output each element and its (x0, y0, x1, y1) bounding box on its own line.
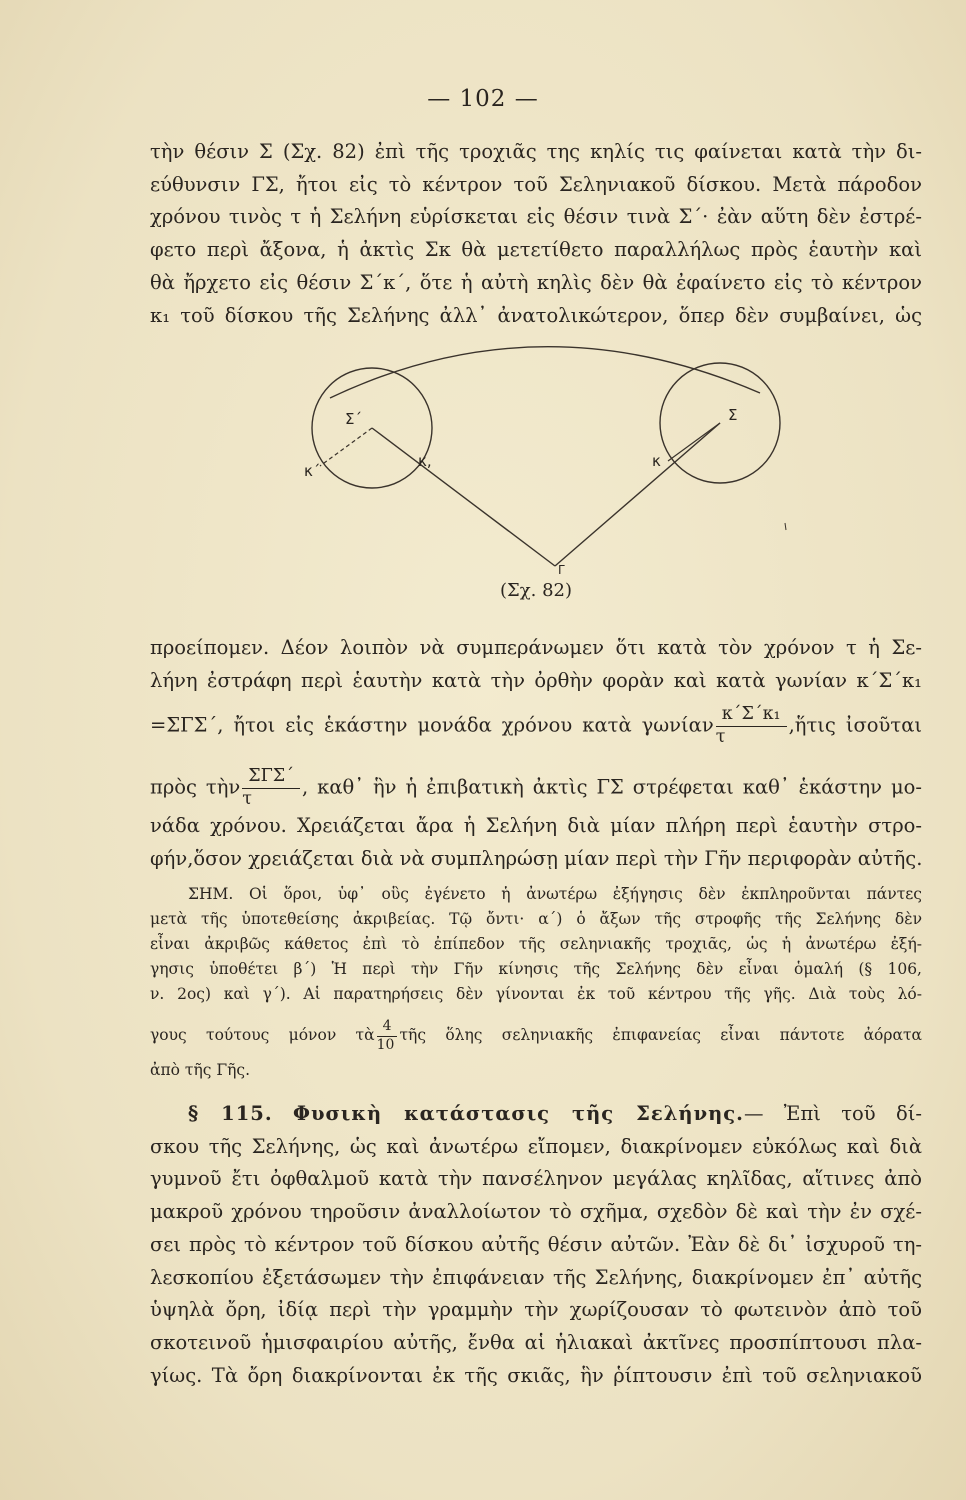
section-number: § 115. (188, 1102, 273, 1125)
text-line: σκοτεινοῦ ἡμισφαιρίου αὐτῆς, ἔνθα αἱ ἡλιακαὶ ἀκτῖνες προσπίπτουσι πλα- (150, 1330, 922, 1354)
note-fraction-line (150, 1015, 922, 1055)
text-segment: πρὸς τὴν (150, 775, 241, 799)
tick-mark (785, 523, 786, 530)
ray-G-S (555, 423, 720, 566)
note-line: γησις ὑποθέτει β΄) Ἡ περὶ τὴν Γῆν κίνησις τῆς Σελήνης δὲν εἶναι ὁμαλή (§ 106, (150, 960, 922, 978)
text-line: γίως. Τὰ ὄρη διακρίνονται ἐκ τῆς σκιᾶς, ἣν ῥίπτουσιν ἐπὶ τοῦ σεληνιακοῦ (150, 1363, 922, 1387)
note-line: ΣΗΜ. Οἱ ὅροι, ὑφ᾽ οὓς ἐγένετο ἡ ἀνωτέρω ἐξήγησις δὲν ἐκπληροῦνται πάντες (188, 885, 922, 903)
fraction-SGS-per-time (242, 768, 300, 808)
text-line: φετο περὶ ἄξονα, ἡ ἀκτὶς Σκ θὰ μετετίθετο παραλλήλως πρὸς ἑαυτὴν καὶ (150, 238, 922, 262)
note-end (150, 1058, 922, 1083)
radius-S-prime-k-prime (320, 428, 372, 466)
section-115 (150, 1098, 922, 1392)
text-line: τὴν θέσιν Σ (Σχ. 82) ἐπὶ τῆς τροχιᾶς της κηλίς τις φαίνεται κατὰ τὴν δι- (150, 140, 922, 163)
fraction-numerator: 4 (377, 1020, 398, 1037)
fraction-numerator: ΣΓΣ΄ (242, 768, 300, 789)
figure-82-diagram (290, 338, 790, 578)
text-line (150, 768, 922, 808)
text-line: νάδα χρόνου. Χρειάζεται ἄρα ἡ Σελήνη διὰ μίαν πλήρη περὶ ἑαυτὴν στρο- (150, 814, 922, 837)
text-line: σει πρὸς τὸ κέντρον τοῦ δίσκου αὐτῆς θέσιν αὐτῶν. Ἐὰν δὲ δι᾽ ἰσχυροῦ τη- (150, 1232, 922, 1256)
paragraph-2-end (150, 810, 922, 875)
text-segment: τῆς ὅλης σεληνιακῆς ἐπιφανείας εἶναι πάντοτε ἀόρατα (399, 1026, 922, 1044)
fraction-numerator: κ΄Σ΄κ₁ (716, 706, 787, 727)
label-S-prime: Σ΄ (345, 410, 362, 428)
section-title: Φυσικὴ κατάστασις τῆς Σελήνης. (293, 1102, 744, 1125)
label-k: κ (652, 452, 661, 470)
note-line: μετὰ τῆς ὑποτεθείσης ἀκριβείας. Τῷ ὄντι· α΄) ὁ ἄξων τῆς στροφῆς τῆς Σελήνης δὲν (150, 910, 922, 928)
text-line: εύθυνσιν ΓΣ, ἤτοι εἰς τὸ κέντρον τοῦ Σεληνιακοῦ δίσκου. Μετὰ πάροδον (150, 172, 922, 196)
fraction-denominator: τ (715, 726, 726, 747)
figure-caption: (Σχ. 82) (500, 580, 573, 601)
text-line: λήνη ἐστράφη περὶ ἑαυτὴν κατὰ τὴν ὀρθὴν φορὰν καὶ κατὰ γωνίαν κ΄Σ΄κ₁ (150, 668, 922, 692)
note-line: εἶναι ἀκριβῶς κάθετος ἐπὶ τὸ ἐπίπεδον τῆς σεληνιακῆς τροχιᾶς, ὡς ἡ ἀνωτέρω ἐξή- (150, 935, 922, 953)
note-line: ἀπὸ τῆς Γῆς. (150, 1061, 251, 1079)
text-line: κ₁ τοῦ δίσκου τῆς Σελήνης ἀλλ᾽ ἀνατολικώτερον, ὅπερ δὲν συμβαίνει, ὡς (150, 303, 922, 327)
paragraph-2 (150, 632, 922, 697)
text-segment: ,ἥτις ἰσοῦται (788, 713, 923, 737)
text-line: γυμνοῦ ἔτι ὀφθαλμοῦ κατὰ τὴν πανσέληνον μεγάλας κηλῖδας, αἵτινες ἀπὸ (150, 1167, 922, 1191)
text-line: μακροῦ χρόνου τηροῦσιν ἀναλλοίωτον τὸ σχῆμα, σχεδὸν δὲ καὶ τὴν ἐν σχέ- (150, 1200, 922, 1224)
text-segment: — Ἐπὶ τοῦ δί- (743, 1102, 922, 1125)
note-line: ν. 2ος) καὶ γ΄). Αἱ παρατηρήσεις δὲν γίνονται ἐκ τοῦ κέντρου τῆς γῆς. Διὰ τοὺς λό- (150, 985, 922, 1003)
text-line: χρόνου τινὸς τ ἡ Σελήνη εὑρίσκεται εἰς θέσιν τινὰ Σ΄· ἐὰν αὕτη δὲν ἐστρέ- (150, 205, 922, 229)
fraction-angle-per-time (716, 706, 787, 746)
text-line: φήν,ὅσον χρειάζεται διὰ νὰ συμπληρώσῃ μίαν περὶ τὴν Γῆν περιφορὰν αὐτῆς. (150, 846, 923, 870)
formula-line-2 (150, 768, 922, 808)
text-line: ὑψηλὰ ὄρη, ἰδίᾳ περὶ τὴν γραμμὴν τὴν χωρίζουσαν τὸ φωτεινὸν ἀπὸ τοῦ (150, 1298, 922, 1322)
fraction-denominator: 10 (376, 1036, 395, 1053)
fraction-four-tenths (376, 1017, 398, 1053)
text-segment: =ΣΓΣ΄, ἤτοι εἰς ἑκάστην μονάδα χρόνου κατὰ γωνίαν (150, 713, 714, 737)
text-line (150, 706, 922, 746)
paragraph-1 (150, 136, 922, 332)
note-line (150, 1015, 922, 1055)
formula-line-1 (150, 706, 922, 746)
label-k-prime: κ΄ (304, 462, 321, 480)
label-S: Σ (728, 406, 738, 424)
ray-G-S-prime (372, 428, 555, 566)
radius-S-k (668, 423, 720, 461)
text-segment: , καθ᾽ ἣν ἡ ἐπιβατικὴ ἀκτὶς ΓΣ στρέφεται καθ᾽ ἑκάστην μο- (301, 775, 923, 799)
text-line: προείπομεν. Δέον λοιπὸν νὰ συμπεράνωμεν ὅτι κατὰ τὸν χρόνον τ ἡ Σε- (150, 636, 922, 659)
page-number: — 102 — (427, 86, 539, 112)
label-G: Γ (558, 563, 565, 577)
section-heading-line (150, 1098, 922, 1131)
text-segment: γους τούτους μόνον τὰ (150, 1026, 375, 1044)
note-block (150, 882, 922, 1007)
fraction-denominator: τ (242, 788, 252, 809)
text-line: θὰ ἤρχετο εἰς θέσιν Σ΄κ΄, ὅτε ἡ αὐτὴ κηλὶς δὲν θὰ ἐφαίνετο εἰς τὸ κέντρον (150, 270, 922, 294)
text-line: σκου τῆς Σελήνης, ὡς καὶ ἀνωτέρω εἴπομεν, διακρίνομεν εὐκόλως καὶ διὰ (150, 1134, 922, 1158)
label-k1: κ, (418, 452, 432, 470)
text-line: λεσκοπίου ἐξετάσωμεν τὴν ἐπιφάνειαν τῆς Σελήνης, διακρίνομεν ἐπ᾽ αὐτῆς (150, 1265, 922, 1289)
